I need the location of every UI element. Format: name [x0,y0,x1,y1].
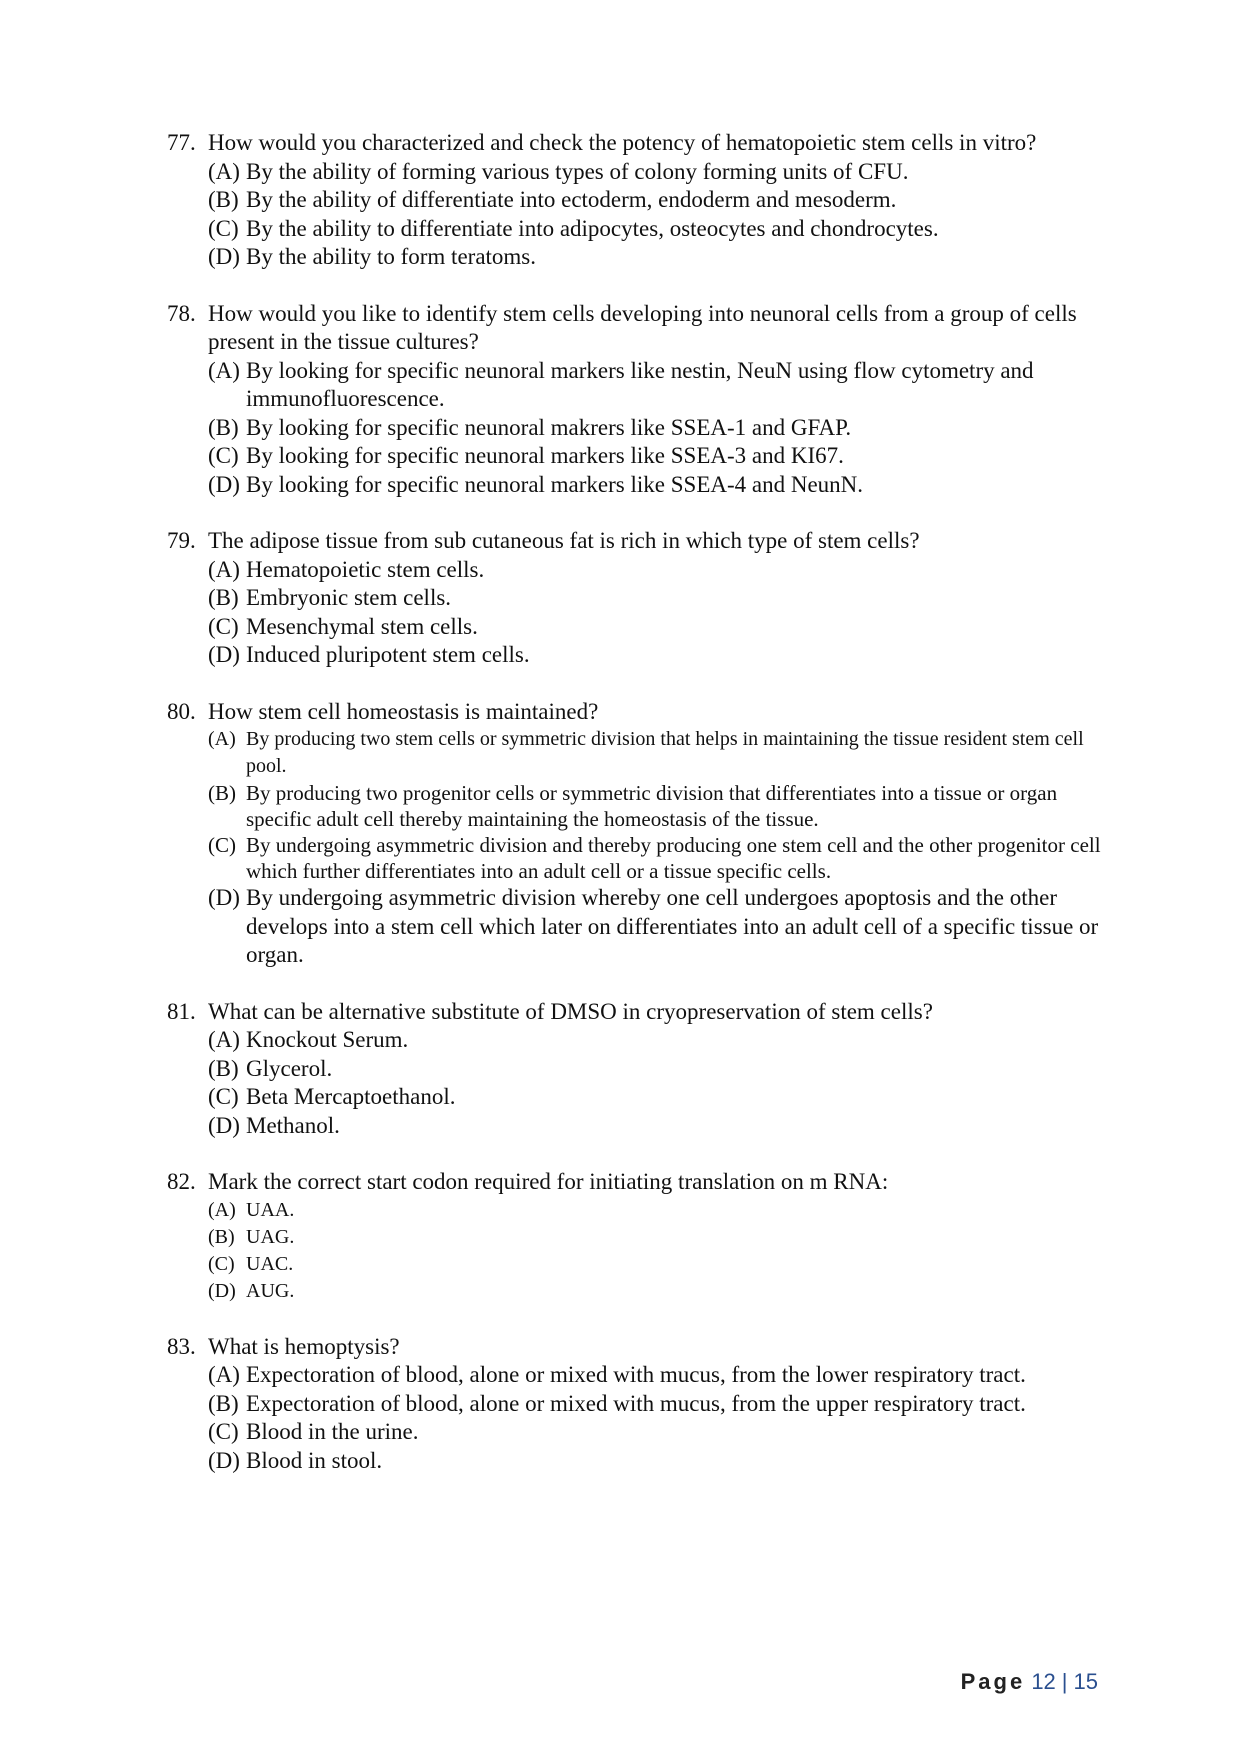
option-label: (D) [208,1112,240,1138]
option-c [208,832,1127,884]
option-text: By looking for specific neunoral markers like SSEA-4 and NeunN. [246,471,864,497]
option-label: (C) [208,1252,235,1275]
option-text: By undergoing asymmetric division whereby one cell undergoes apoptosis and the other develops into a stem cell which later on differentiates into an adult cell of a specific tissue or organ. [246,885,1099,967]
option-d [208,471,1127,500]
option-label: (C) [208,215,239,241]
option-label: (A) [208,158,240,184]
question-number: 82. [167,1169,196,1194]
option-text: By looking for specific neunoral markers like SSEA-3 and KI67. [246,443,844,468]
option-d [208,243,1127,272]
option-b [208,1055,1127,1084]
option-text: By undergoing asymmetric division and thereby producing one stem cell and the other progenitor cell which further differentiates into an adult cell or a tissue specific cells. [246,833,1101,883]
option-text: By the ability of differentiate into ectoderm, endoderm and mesoderm. [246,187,897,212]
option-text: By producing two progenitor cells or symmetric division that differentiates into a tissue or organ specific adult cell thereby maintaining the homeostasis of the tissue. [246,781,1058,831]
option-text: By producing two stem cells or symmetric division that helps in maintaining the tissue resident stem cell pool. [246,728,1084,777]
option-label: (B) [208,1225,235,1248]
option-label: (C) [208,833,236,857]
option-text: By looking for specific neunoral markers like nestin, NeuN using flow cytometry and immunofluorescence. [246,357,1034,411]
option-label: (D) [208,642,240,667]
option-label: (C) [208,613,239,639]
option-text: Hematopoietic stem cells. [246,556,485,582]
option-c [208,1418,1127,1447]
option-text: Blood in the urine. [246,1419,419,1444]
option-a [208,1026,1127,1055]
option-a [208,726,1127,780]
question-82 [167,1168,1127,1305]
question-number: 77. [167,130,196,155]
option-c [208,1251,1127,1278]
option-c [208,613,1127,642]
option-text: By the ability to differentiate into adipocytes, osteocytes and chondrocytes. [246,215,939,241]
option-c [208,442,1127,471]
option-c [208,1083,1127,1112]
page-footer [961,1669,1098,1695]
option-label: (A) [208,1027,240,1052]
option-label: (D) [208,885,240,910]
option-d [208,1447,1127,1476]
option-a [208,158,1127,187]
question-80 [167,698,1127,970]
option-label: (D) [208,244,240,269]
option-d [208,1112,1127,1141]
option-text: Embryonic stem cells. [246,585,452,610]
option-text: Methanol. [246,1112,340,1138]
current-page-number: 12 [1031,1669,1056,1694]
option-text: By the ability of forming various types of colony forming units of CFU. [246,158,909,184]
question-81 [167,998,1127,1141]
option-a [208,556,1127,585]
option-a [208,1361,1127,1390]
question-number: 80. [167,698,196,724]
question-number: 79. [167,528,196,553]
option-b [208,584,1127,613]
page-separator: | [1061,1669,1068,1694]
option-label: (D) [208,471,240,497]
question-number: 83. [167,1333,196,1359]
option-text: Beta Mercaptoethanol. [246,1084,456,1109]
question-number: 81. [167,998,196,1024]
option-text: UAG. [246,1225,295,1248]
option-text: Blood in stool. [246,1447,383,1473]
option-text: UAA. [246,1198,295,1221]
option-d [208,1278,1127,1305]
question-text: How stem cell homeostasis is maintained? [208,698,599,724]
option-label: (A) [208,728,236,750]
option-text: AUG. [246,1279,295,1302]
option-b [208,1390,1127,1419]
option-label: (C) [208,443,239,468]
option-label: (A) [208,1198,236,1221]
question-text: How would you characterized and check the potency of hematopoietic stem cells in vitro? [208,130,1037,155]
option-b [208,186,1127,215]
option-text: Induced pluripotent stem cells. [246,642,530,667]
page-label: Page [960,1669,1026,1694]
option-label: (A) [208,1362,240,1387]
option-label: (D) [208,1447,240,1473]
option-text: Mesenchymal stem cells. [246,613,478,639]
option-b [208,414,1127,443]
question-text: What can be alternative substitute of DMSO in cryopreservation of stem cells? [208,998,933,1024]
question-list [167,129,1127,1503]
option-b [208,1224,1127,1251]
option-a [208,1197,1127,1224]
option-text: By the ability to form teratoms. [246,244,537,269]
question-79 [167,527,1127,670]
option-label: (A) [208,357,240,383]
question-text: The adipose tissue from sub cutaneous fat is rich in which type of stem cells? [208,528,920,553]
option-text: Expectoration of blood, alone or mixed with mucus, from the upper respiratory tract. [246,1390,1026,1416]
option-label: (A) [208,556,240,582]
option-text: UAC. [246,1252,294,1275]
question-text: Mark the correct start codon required for initiating translation on m RNA: [208,1169,889,1194]
option-text: Knockout Serum. [246,1027,409,1052]
question-78 [167,300,1127,500]
option-label: (B) [208,414,239,440]
option-label: (C) [208,1084,239,1109]
option-label: (B) [208,1390,239,1416]
question-77 [167,129,1127,272]
total-page-count: 15 [1073,1669,1098,1694]
option-c [208,215,1127,244]
option-label: (C) [208,1419,239,1444]
option-label: (B) [208,585,239,610]
question-text: What is hemoptysis? [208,1333,400,1359]
question-number: 78. [167,300,196,326]
option-label: (B) [208,781,236,805]
option-label: (B) [208,1055,239,1081]
option-d [208,641,1127,670]
option-d [208,884,1127,970]
option-text: By looking for specific neunoral makrers like SSEA-1 and GFAP. [246,414,852,440]
option-label: (D) [208,1279,236,1302]
option-text: Expectoration of blood, alone or mixed with mucus, from the lower respiratory tract. [246,1362,1026,1387]
option-label: (B) [208,187,239,212]
question-83 [167,1333,1127,1476]
option-b [208,780,1127,832]
option-text: Glycerol. [246,1055,333,1081]
question-text: How would you like to identify stem cells developing into neunoral cells from a group of cells present in the tissue cultures? [208,300,1077,354]
option-a [208,357,1127,414]
